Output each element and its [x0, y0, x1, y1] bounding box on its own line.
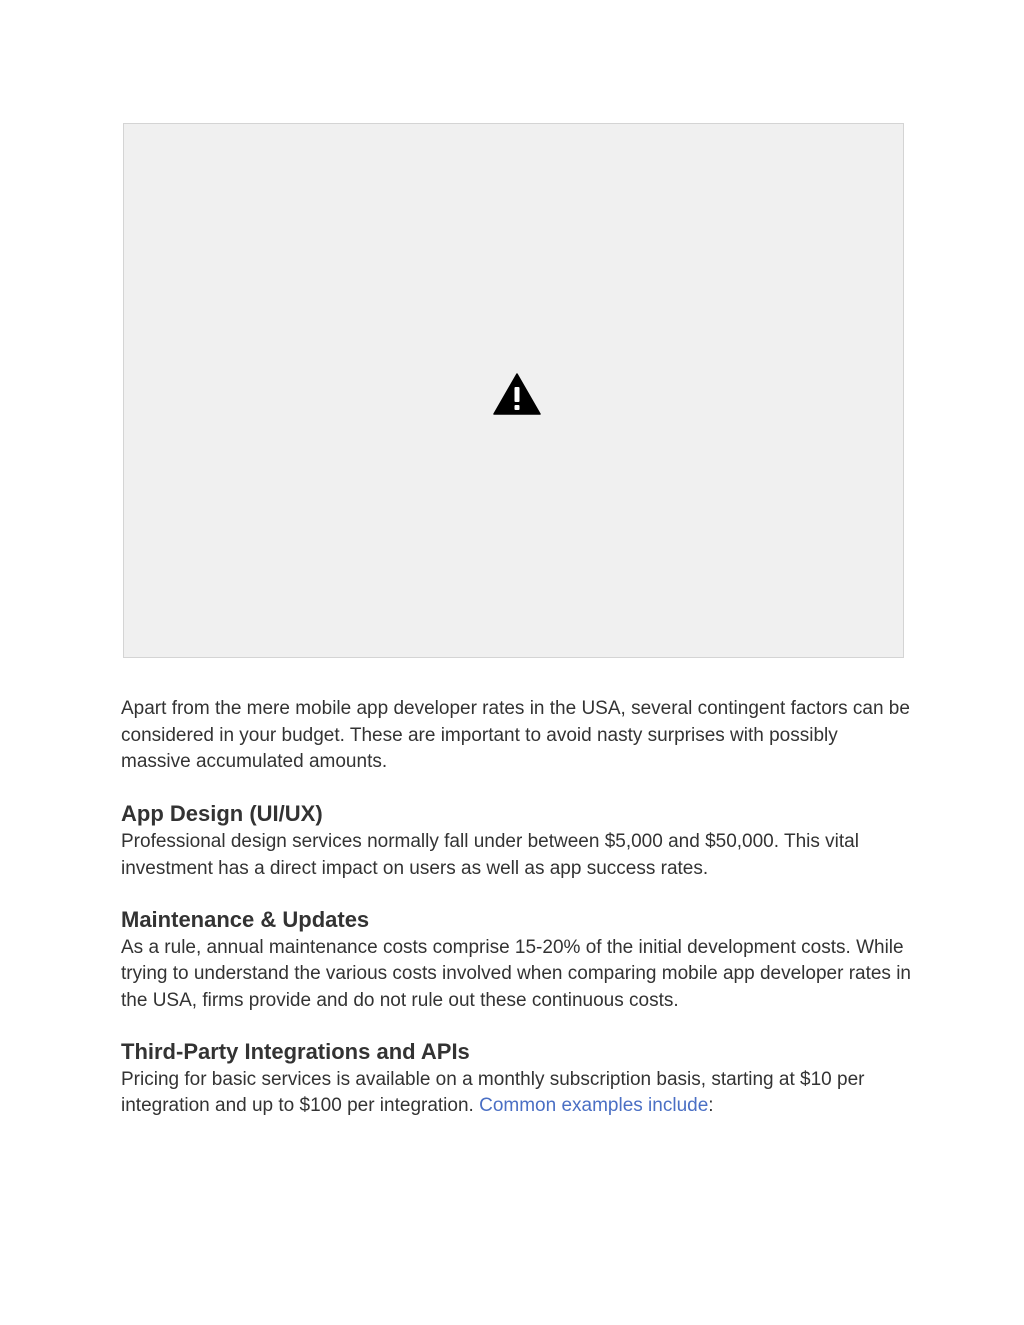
trailing-colon: : — [708, 1095, 714, 1117]
broken-image-placeholder — [123, 123, 904, 658]
section-heading: App Design (UI/UX) — [121, 801, 323, 827]
intro-paragraph: Apart from the mere mobile app developer rates in the USA, several contingent factors can be considered in your budget. These are important to avoid nasty surprises with possibly massive accumulated amounts. — [121, 698, 910, 773]
section-body-text: Pricing for basic services is available on a monthly subscription basis, starting at $10 per integration and up to $100 per integration. — [121, 1068, 865, 1117]
article-content — [121, 696, 911, 1142]
section-body — [121, 1067, 911, 1120]
section-heading: Third-Party Integrations and APIs — [121, 1038, 470, 1064]
section-heading: Maintenance & Updates — [121, 906, 370, 932]
section-body: Professional design services normally fall under between $5,000 and $50,000. This vital investment has a direct impact on users as well as app success rates. — [121, 831, 859, 879]
section-body: As a rule, annual maintenance costs comprise 15-20% of the initial development costs. While trying to understand the various costs involved when comparing mobile app developer rates in the USA, firms provide and do not rule out these continuous costs. — [121, 936, 912, 1011]
section-app-design — [121, 799, 911, 882]
warning-icon — [493, 373, 541, 415]
section-maintenance — [121, 905, 911, 1015]
common-examples-link[interactable]: Common examples include — [479, 1095, 709, 1117]
section-third-party — [121, 1037, 911, 1120]
